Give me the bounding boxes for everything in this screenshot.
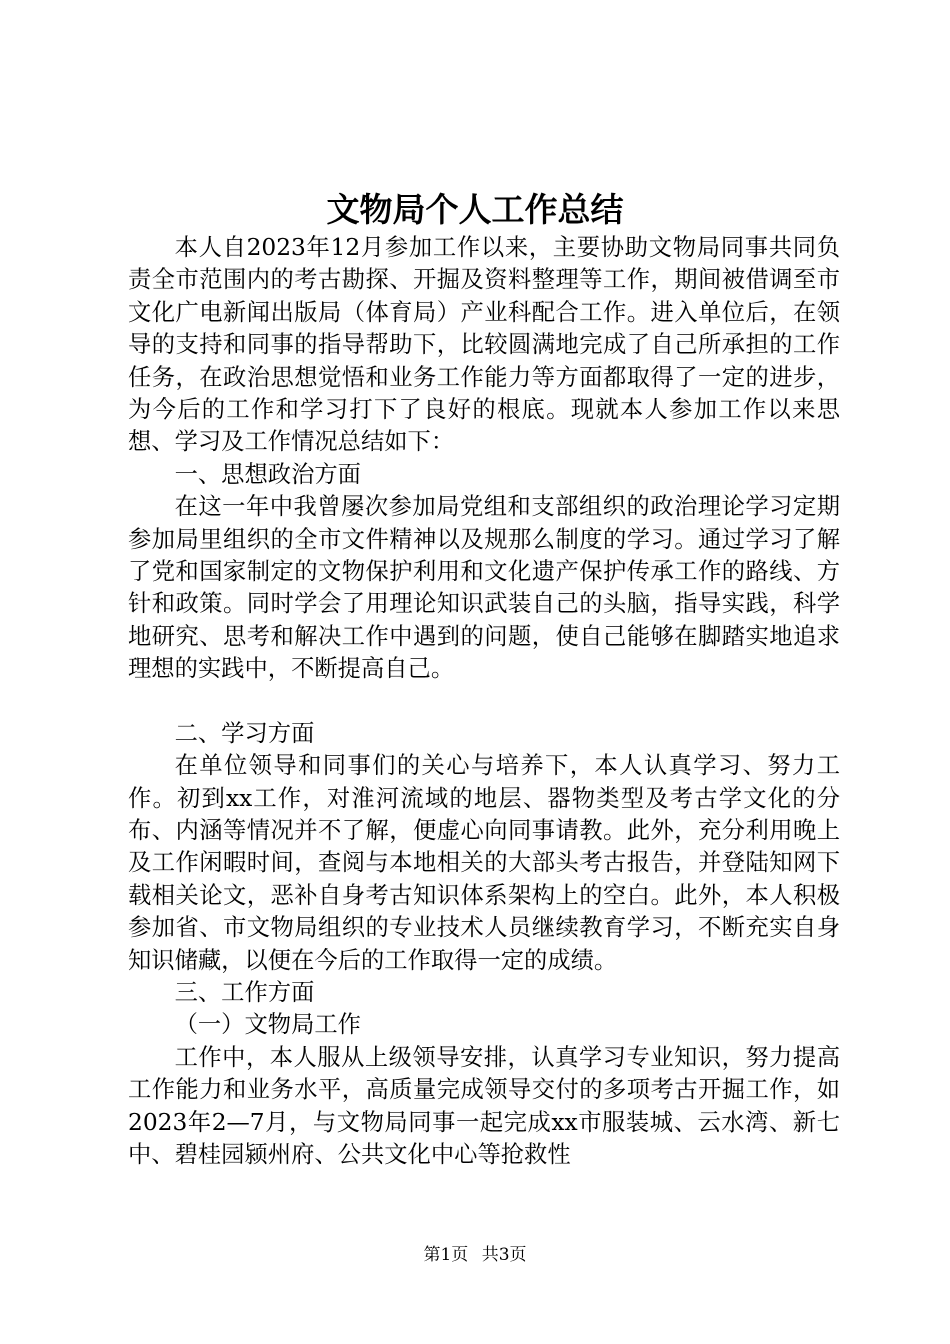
document-body: [128, 232, 840, 1171]
bureau-work-paragraph: 工作中，本人服从上级领导安排，认真学习专业知识，努力提高工作能力和业务水平，高质量完成领导交付的多项考古开掘工作，如2023年2—7月，与文物局同事一起完成xx市服装城、云水湾、新七中、碧桂园颍州府、公共文化中心等抢救性: [128, 1043, 840, 1168]
section-heading-study: 二、学习方面: [174, 719, 315, 747]
ideology-paragraph: 在这一年中我曾屡次参加局党组和支部组织的政治理论学习定期参加局里组织的全市文件精神以及规那么制度的学习。通过学习了解了党和国家制定的文物保护利用和文化遗产保护传承工作的路线、方针和政策。同时学会了用理论知识武装自己的头脑，指导实践，科学地研究、思考和解决工作中遇到的问题，使自己能够在脚踏实地追求理想的实践中，不断提高自己。: [128, 493, 840, 683]
study-paragraph: 在单位领导和同事们的关心与培养下，本人认真学习、努力工作。初到xx工作，对淮河流域的地层、器物类型及考古学文化的分布、内涵等情况并不了解，便虚心向同事请教。此外，充分利用晚上及工作闲暇时间，查阅与本地相关的大部头考古报告，并登陆知网下载相关论文，恶补自身考古知识体系架构上的空白。此外，本人积极参加省、市文物局组织的专业技术人员继续教育学习，不断充实自身知识储藏，以便在今后的工作取得一定的成绩。: [128, 752, 840, 974]
page-number: 第1页: [423, 1245, 469, 1265]
section-heading-work: 三、工作方面: [174, 978, 315, 1006]
subsection-heading-bureau-work: （一）文物局工作: [174, 1011, 361, 1039]
page-footer: [0, 1244, 950, 1266]
intro-paragraph: 本人自2023年12月参加工作以来，主要协助文物局同事共同负责全市范围内的考古勘探、开掘及资料整理等工作，期间被借调至市文化广电新闻出版局（体育局）产业科配合工作。进入单位后，在领导的支持和同事的指导帮助下，比较圆满地完成了自己所承担的工作任务，在政治思想觉悟和业务工作能力等方面都取得了一定的进步，为今后的工作和学习打下了良好的根底。现就本人参加工作以来思想、学习及工作情况总结如下：: [128, 234, 840, 456]
section-heading-ideology: 一、思想政治方面: [174, 460, 361, 488]
page-total: 共3页: [481, 1245, 527, 1265]
document-title: 文物局个人工作总结: [326, 190, 624, 229]
